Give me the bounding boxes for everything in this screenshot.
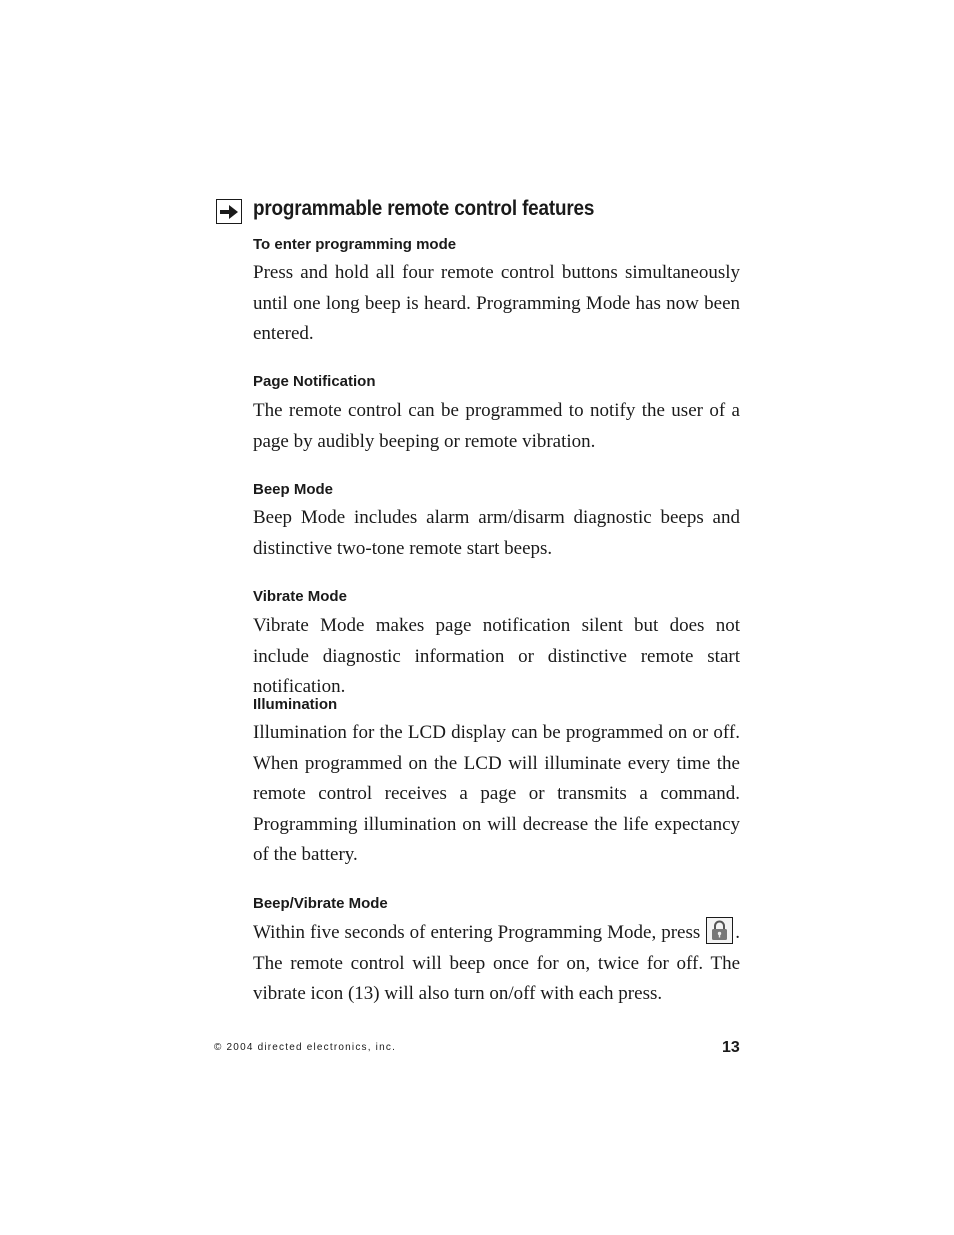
paragraph-vibrate-mode: Vibrate Mode makes page notification silent but does not include diagnostic information or distinctive remote start notification. [253,615,740,698]
paragraph-beep-vibrate-mode [253,917,740,1010]
subhead-vibrate-mode: Vibrate Mode [253,588,347,605]
subhead-enter-programming: To enter programming mode [253,236,457,253]
paragraph-enter-programming: Press and hold all four remote control buttons simultaneously until one long beep is heard. Programming Mode has now been entered. [253,262,740,345]
subhead-beep-vibrate-mode: Beep/Vibrate Mode [253,895,388,912]
paragraph-text-after-icon: . The remote control will beep once for on, twice for off. The vibrate icon (13) will also turn on/off with each press. [253,922,740,1005]
right-arrow-icon [216,199,242,224]
paragraph-page-notification: The remote control can be programmed to notify the user of a page by audibly beeping or remote vibration. [253,400,740,452]
lock-button-icon [706,917,733,944]
paragraph-text-before-icon: Within five seconds of entering Programming Mode, press [253,922,701,943]
page-number: 13 [722,1039,740,1056]
subhead-illumination: Illumination [253,696,338,713]
paragraph-illumination: Illumination for the LCD display can be programmed on or off. When programmed on the LCD will illuminate every time the remote control receives a page or transmits a command. Programming illumination on will decrease the life expectancy of the battery. [253,722,740,866]
section-heading: programmable remote control features [253,197,595,220]
paragraph-beep-mode: Beep Mode includes alarm arm/disarm diagnostic beeps and distinctive two-tone remote start beeps. [253,507,740,559]
copyright-notice: © 2004 directed electronics, inc. [214,1042,397,1053]
subhead-page-notification: Page Notification [253,373,376,390]
subhead-beep-mode: Beep Mode [253,481,334,498]
